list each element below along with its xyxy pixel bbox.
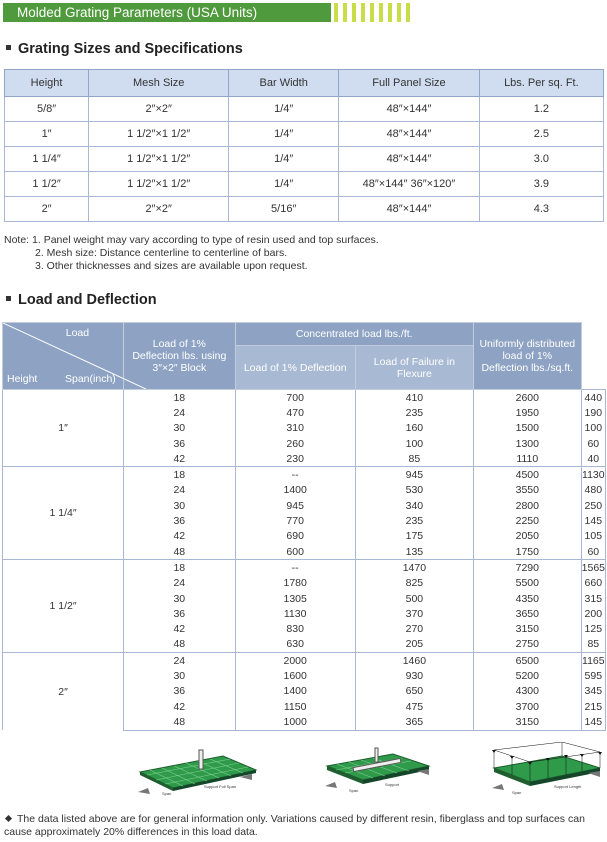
table-cell: 440	[581, 390, 605, 406]
diamond-bullet-icon	[5, 815, 12, 822]
table-cell: 1600	[235, 668, 355, 683]
table-row	[5, 172, 604, 197]
bullet-square-icon	[6, 296, 11, 301]
grating-sizes-table	[4, 69, 604, 222]
header-load: Load	[65, 327, 90, 339]
table-cell: 1000	[235, 714, 355, 730]
corner-header	[3, 323, 124, 390]
table-cell: 42	[124, 699, 235, 714]
table-cell: 690	[235, 529, 355, 544]
t1-header-2: Bar Width	[229, 70, 339, 97]
table-cell: 2600	[473, 390, 581, 406]
table-cell: 235	[355, 513, 473, 528]
table-cell: 3650	[473, 606, 581, 621]
banner-title: Molded Grating Parameters (USA Units)	[17, 5, 258, 20]
table-cell: 1130	[235, 606, 355, 621]
table-cell: 2″×2″	[89, 197, 229, 222]
table-cell: 1400	[235, 684, 355, 699]
note-2: 2. Mesh size: Distance centerline to centerline of bars.	[35, 247, 288, 259]
table-cell: 530	[355, 483, 473, 498]
table-cell: 48	[124, 637, 235, 653]
table-cell: 1780	[235, 576, 355, 591]
table-cell: 1400	[235, 483, 355, 498]
section-title-sizes: Grating Sizes and Specifications	[6, 41, 243, 57]
header-col1: Load of 1% Deflection lbs. using 3″×2″ Block	[124, 323, 235, 390]
table-cell: 48″×144″ 36″×120″	[339, 172, 480, 197]
section-title-load: Load and Deflection	[6, 292, 157, 308]
note-1: 1. Panel weight may vary according to type of resin used and top surfaces.	[32, 234, 379, 246]
header-conc1: Load of 1% Deflection	[235, 346, 355, 390]
table-cell: 24	[124, 405, 235, 420]
header-concentrated: Concentrated load lbs./ft.	[235, 323, 473, 346]
table-cell: 1 1/2″×1 1/2″	[89, 122, 229, 147]
table-cell: 1 1/2″×1 1/2″	[89, 172, 229, 197]
table-cell: 700	[235, 390, 355, 406]
table-cell: 190	[581, 405, 605, 420]
t1-header-0: Height	[5, 70, 89, 97]
table-cell: 1470	[355, 560, 473, 576]
table-cell: 315	[581, 591, 605, 606]
table-cell: 135	[355, 544, 473, 560]
table-cell: 42	[124, 529, 235, 544]
table-cell: 3150	[473, 714, 581, 730]
table-row	[5, 97, 604, 122]
table-cell: 345	[581, 684, 605, 699]
table-cell: 2″	[5, 197, 89, 222]
table-cell: 2.5	[479, 122, 603, 147]
table-cell: 30	[124, 498, 235, 513]
figure3-support-label: Support Length	[554, 784, 582, 789]
table-cell: 1/4″	[229, 147, 339, 172]
table-cell: 4350	[473, 591, 581, 606]
table-cell: 5500	[473, 576, 581, 591]
table-cell: 36	[124, 684, 235, 699]
table-row	[3, 653, 606, 669]
table-cell: 30	[124, 421, 235, 436]
table-cell: 18	[124, 560, 235, 576]
table-cell: 310	[235, 421, 355, 436]
table-cell: 500	[355, 591, 473, 606]
table-cell: 230	[235, 451, 355, 467]
table-cell: 105	[581, 529, 605, 544]
table-cell: 30	[124, 668, 235, 683]
table-cell: 3550	[473, 483, 581, 498]
table-row	[5, 147, 604, 172]
header-uniform: Uniformly distributed load of 1% Deflection lbs./sq.ft.	[473, 323, 581, 390]
table-cell: 660	[581, 576, 605, 591]
table-cell: 205	[355, 637, 473, 653]
table-cell: 365	[355, 714, 473, 730]
figure-line-load	[323, 742, 433, 797]
table-cell: 1500	[473, 421, 581, 436]
table-cell: 1565	[581, 560, 605, 576]
table-cell: 1/4″	[229, 172, 339, 197]
table-cell: 48	[124, 714, 235, 730]
table-cell: 36	[124, 513, 235, 528]
table-cell: 5/8″	[5, 97, 89, 122]
table-cell: 60	[581, 436, 605, 451]
table-cell: 36	[124, 606, 235, 621]
table-cell: 340	[355, 498, 473, 513]
table-cell: 4300	[473, 684, 581, 699]
table-cell: 48″×144″	[339, 147, 480, 172]
table-cell: 3.9	[479, 172, 603, 197]
header-height: Height	[7, 373, 38, 385]
table-cell: 4500	[473, 467, 581, 483]
table-cell: 1150	[235, 699, 355, 714]
table-cell: 1950	[473, 405, 581, 420]
table-cell: 2800	[473, 498, 581, 513]
table-cell: 48	[124, 544, 235, 560]
table-cell: 200	[581, 606, 605, 621]
table-cell: 1 1/4″	[5, 147, 89, 172]
height-cell: 2″	[3, 653, 124, 730]
table-cell: 6500	[473, 653, 581, 669]
height-cell: 1 1/4″	[3, 467, 124, 560]
table-cell: 260	[235, 436, 355, 451]
table-cell: 5200	[473, 668, 581, 683]
notes-prefix: Note:	[4, 234, 33, 246]
table-cell: --	[235, 560, 355, 576]
table-cell: 470	[235, 405, 355, 420]
table-cell: 595	[581, 668, 605, 683]
table-cell: 40	[581, 451, 605, 467]
table-cell: 1/4″	[229, 122, 339, 147]
note-3: 3. Other thicknesses and sizes are available upon request.	[35, 260, 308, 272]
figure1-support-label: Support Full Span	[204, 784, 237, 789]
figure-uniform-load	[492, 742, 602, 797]
table-cell: 945	[355, 467, 473, 483]
table-cell: 370	[355, 606, 473, 621]
t1-header-3: Full Panel Size	[339, 70, 480, 97]
table-cell: 85	[355, 451, 473, 467]
table-cell: 410	[355, 390, 473, 406]
footer-note	[4, 813, 607, 839]
table-cell: 100	[355, 436, 473, 451]
table-cell: 60	[581, 544, 605, 560]
table-cell: 945	[235, 498, 355, 513]
table-cell: 24	[124, 483, 235, 498]
table-row	[5, 122, 604, 147]
table-row	[3, 560, 606, 576]
table-cell: 1/4″	[229, 97, 339, 122]
page-banner	[3, 3, 331, 22]
table-cell: 2050	[473, 529, 581, 544]
table-cell: 5/16″	[229, 197, 339, 222]
table-cell: 1300	[473, 436, 581, 451]
table-cell: 18	[124, 390, 235, 406]
table-cell: 2250	[473, 513, 581, 528]
table-cell: 475	[355, 699, 473, 714]
table-cell: 630	[235, 637, 355, 653]
figure2-span-label: Span	[349, 788, 359, 793]
table-cell: 825	[355, 576, 473, 591]
table-cell: 145	[581, 513, 605, 528]
table-cell: 830	[235, 621, 355, 636]
table-cell: 42	[124, 621, 235, 636]
t1-header-4: Lbs. Per sq. Ft.	[479, 70, 603, 97]
table-cell: 1305	[235, 591, 355, 606]
height-cell: 1″	[3, 390, 124, 467]
figure3-span-label: Span	[512, 790, 522, 795]
bullet-square-icon	[6, 45, 11, 50]
table-cell: 18	[124, 467, 235, 483]
table-cell: 48″×144″	[339, 122, 480, 147]
table-row	[3, 467, 606, 483]
t1-header-1: Mesh Size	[89, 70, 229, 97]
table-cell: 175	[355, 529, 473, 544]
table-cell: 215	[581, 699, 605, 714]
table-cell: 2″×2″	[89, 97, 229, 122]
table-cell: 2750	[473, 637, 581, 653]
table-cell: 770	[235, 513, 355, 528]
table-cell: 160	[355, 421, 473, 436]
table-row	[5, 197, 604, 222]
table-cell: 3700	[473, 699, 581, 714]
table-cell: 145	[581, 714, 605, 730]
height-cell: 1 1/2″	[3, 560, 124, 653]
table-cell: 250	[581, 498, 605, 513]
table-cell: 1460	[355, 653, 473, 669]
load-deflection-table	[2, 322, 606, 731]
notes	[4, 234, 379, 273]
footer-text: The data listed above are for general information only. Variations caused by different resin, fiberglass and top surfaces can cause approximately 20% differences in this load data.	[4, 813, 585, 838]
figure-block-load	[138, 742, 258, 797]
table-cell: 1″	[5, 122, 89, 147]
table-row	[3, 390, 606, 406]
table-cell: 7290	[473, 560, 581, 576]
table-cell: 3150	[473, 621, 581, 636]
table-cell: 125	[581, 621, 605, 636]
table-cell: --	[235, 467, 355, 483]
table-cell: 600	[235, 544, 355, 560]
table-cell: 1.2	[479, 97, 603, 122]
table-cell: 36	[124, 436, 235, 451]
table-cell: 24	[124, 653, 235, 669]
table-cell: 85	[581, 637, 605, 653]
table-cell: 1130	[581, 467, 605, 483]
table-cell: 24	[124, 576, 235, 591]
figure1-span-label: Span	[162, 791, 172, 796]
table-cell: 2000	[235, 653, 355, 669]
header-span: Span(inch)	[65, 373, 116, 385]
table-cell: 270	[355, 621, 473, 636]
table-cell: 1 1/2″×1 1/2″	[89, 147, 229, 172]
table-cell: 1750	[473, 544, 581, 560]
table-cell: 1 1/2″	[5, 172, 89, 197]
table-cell: 3.0	[479, 147, 603, 172]
table-cell: 480	[581, 483, 605, 498]
table-cell: 48″×144″	[339, 97, 480, 122]
table-cell: 235	[355, 405, 473, 420]
table-cell: 30	[124, 591, 235, 606]
header-conc2: Load of Failure in Flexure	[355, 346, 473, 390]
table-cell: 100	[581, 421, 605, 436]
table-cell: 1110	[473, 451, 581, 467]
table-cell: 650	[355, 684, 473, 699]
figure2-support-label: Support	[385, 782, 400, 787]
table-cell: 4.3	[479, 197, 603, 222]
table-cell: 930	[355, 668, 473, 683]
table-cell: 48″×144″	[339, 197, 480, 222]
table-cell: 1165	[581, 653, 605, 669]
banner-stripes	[334, 3, 410, 22]
table-cell: 42	[124, 451, 235, 467]
